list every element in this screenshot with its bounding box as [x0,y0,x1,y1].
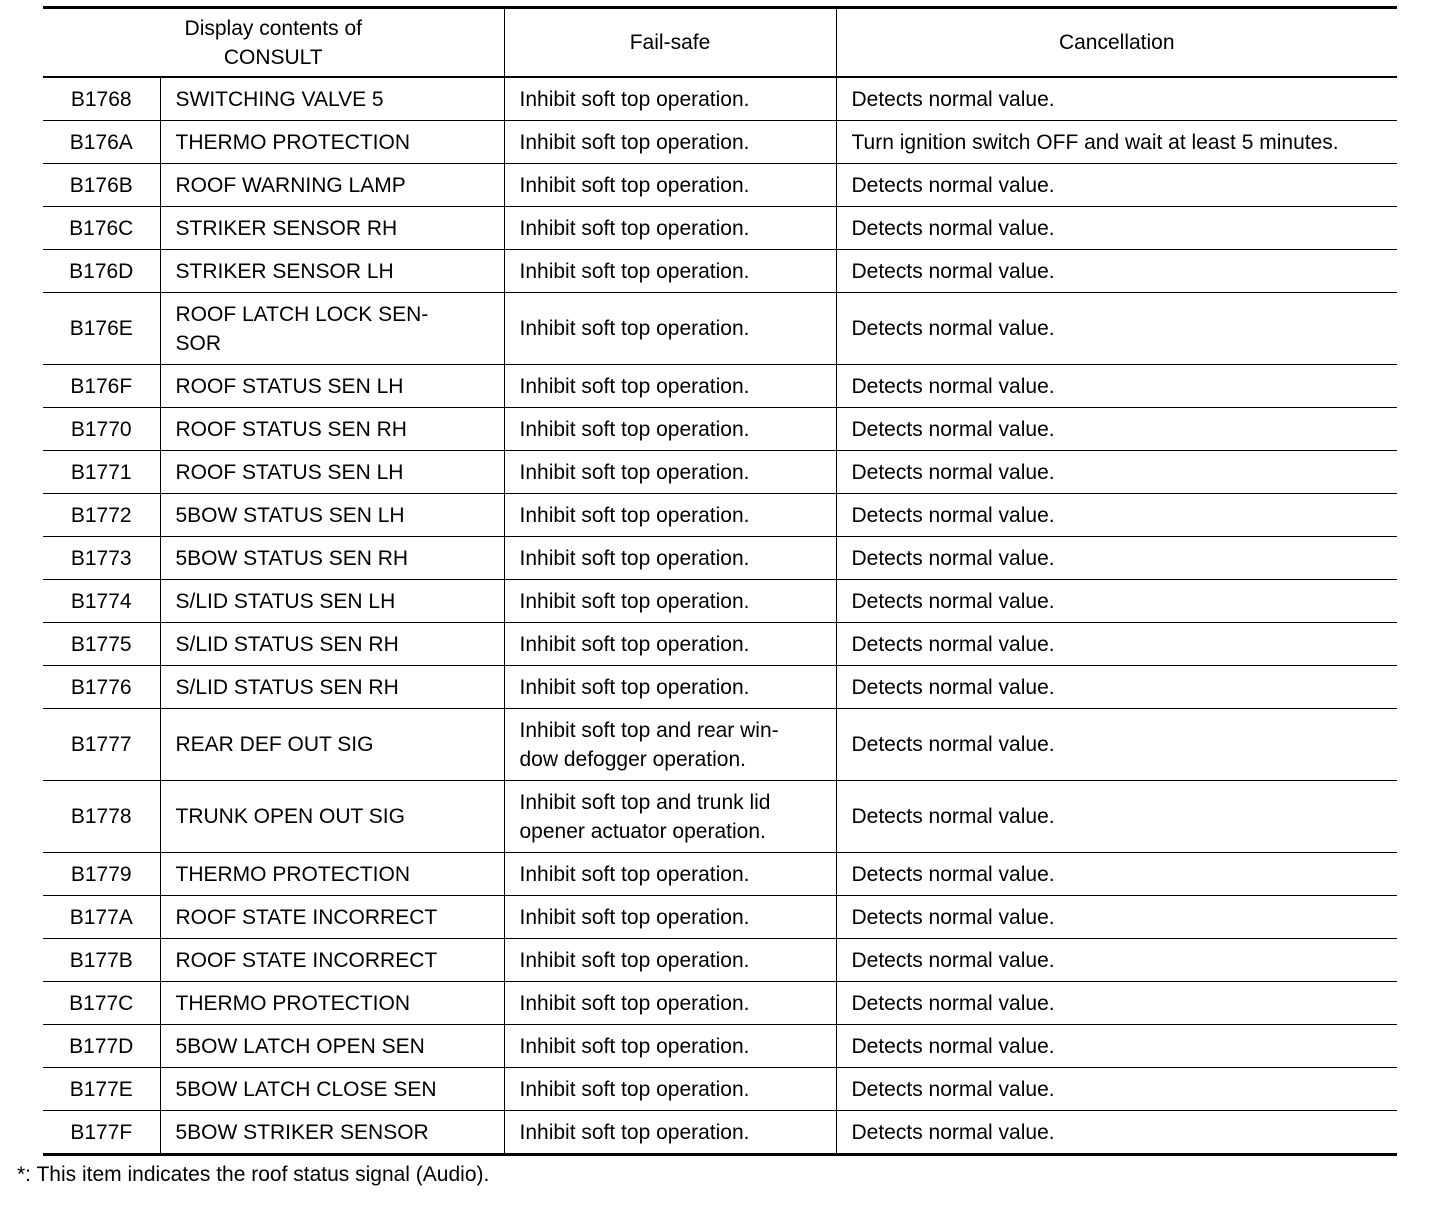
table-row [43,494,1397,537]
display-name-cell: REAR DEF OUT SIG [160,709,504,781]
table-row [43,982,1397,1025]
dtc-code-cell: B177B [43,939,160,982]
display-name-cell: ROOF STATE INCORRECT [160,896,504,939]
display-name-cell: ROOF STATUS SEN LH [160,365,504,408]
display-name-cell: ROOF WARNING LAMP [160,164,504,207]
dtc-code-cell: B176E [43,293,160,365]
display-name-cell: S/LID STATUS SEN LH [160,580,504,623]
cancellation-cell: Detects normal value. [836,1111,1397,1155]
dtc-code-cell: B176A [43,121,160,164]
display-name-cell: THERMO PROTECTION [160,853,504,896]
display-name-cell: 5BOW STRIKER SENSOR [160,1111,504,1155]
dtc-code-cell: B1776 [43,666,160,709]
fail-safe-cell: Inhibit soft top operation. [504,580,836,623]
fail-safe-cell: Inhibit soft top operation. [504,1025,836,1068]
display-name-cell: THERMO PROTECTION [160,982,504,1025]
table-row [43,709,1397,781]
table-row [43,121,1397,164]
cancellation-cell: Detects normal value. [836,1025,1397,1068]
table-row [43,666,1397,709]
dtc-code-cell: B1777 [43,709,160,781]
table-row [43,580,1397,623]
display-name-cell: THERMO PROTECTION [160,121,504,164]
header-display-contents-line2: CONSULT [223,45,323,69]
table-row [43,1068,1397,1111]
display-name-cell: 5BOW LATCH CLOSE SEN [160,1068,504,1111]
cancellation-cell: Detects normal value. [836,293,1397,365]
display-name-cell: 5BOW LATCH OPEN SEN [160,1025,504,1068]
cancellation-cell: Detects normal value. [836,365,1397,408]
fail-safe-cell: Inhibit soft top operation. [504,623,836,666]
cancellation-cell: Detects normal value. [836,853,1397,896]
table-row [43,939,1397,982]
cancellation-cell: Detects normal value. [836,207,1397,250]
fail-safe-cell: Inhibit soft top operation. [504,1111,836,1155]
dtc-code-cell: B1771 [43,451,160,494]
cancellation-cell: Detects normal value. [836,164,1397,207]
table-row [43,781,1397,853]
fail-safe-cell: Inhibit soft top operation. [504,537,836,580]
fail-safe-cell: Inhibit soft top operation. [504,939,836,982]
dtc-code-cell: B176D [43,250,160,293]
display-name-cell: STRIKER SENSOR RH [160,207,504,250]
display-name-cell: ROOF STATE INCORRECT [160,939,504,982]
fail-safe-cell: Inhibit soft top operation. [504,408,836,451]
display-name-cell: ROOF STATUS SEN RH [160,408,504,451]
display-name-cell: TRUNK OPEN OUT SIG [160,781,504,853]
fail-safe-cell: Inhibit soft top operation. [504,666,836,709]
table-row [43,1025,1397,1068]
table-row [43,408,1397,451]
table-body [43,77,1397,1155]
dtc-code-cell: B1768 [43,77,160,121]
fail-safe-cell: Inhibit soft top operation. [504,250,836,293]
display-name-cell: S/LID STATUS SEN RH [160,666,504,709]
table-row [43,77,1397,121]
cancellation-cell: Detects normal value. [836,666,1397,709]
fail-safe-cell: Inhibit soft top and rear win- dow defogger operation. [504,709,836,781]
dtc-code-cell: B1778 [43,781,160,853]
table-row [43,365,1397,408]
cancellation-cell: Detects normal value. [836,781,1397,853]
display-name-cell: S/LID STATUS SEN RH [160,623,504,666]
fail-safe-cell: Inhibit soft top operation. [504,121,836,164]
fail-safe-cell: Inhibit soft top operation. [504,77,836,121]
fail-safe-cell: Inhibit soft top operation. [504,494,836,537]
footnote: *: This item indicates the roof status signal (Audio). [17,1163,490,1186]
dtc-code-cell: B177D [43,1025,160,1068]
table-row [43,623,1397,666]
dtc-code-cell: B1773 [43,537,160,580]
dtc-code-cell: B1774 [43,580,160,623]
fail-safe-cell: Inhibit soft top operation. [504,365,836,408]
cancellation-cell: Detects normal value. [836,623,1397,666]
fail-safe-cell: Inhibit soft top operation. [504,982,836,1025]
header-fail-safe: Fail-safe [504,8,836,78]
table-row [43,537,1397,580]
cancellation-cell: Detects normal value. [836,939,1397,982]
fail-safe-cell: Inhibit soft top operation. [504,293,836,365]
table-row [43,207,1397,250]
dtc-code-cell: B176F [43,365,160,408]
dtc-code-cell: B1775 [43,623,160,666]
table-row [43,293,1397,365]
header-cancellation: Cancellation [836,8,1397,78]
display-name-cell: ROOF LATCH LOCK SEN- SOR [160,293,504,365]
table-header-row [43,8,1397,78]
fail-safe-cell: Inhibit soft top operation. [504,451,836,494]
cancellation-cell: Detects normal value. [836,537,1397,580]
cancellation-cell: Detects normal value. [836,451,1397,494]
fail-safe-cell: Inhibit soft top operation. [504,207,836,250]
table-row [43,164,1397,207]
dtc-code-cell: B1779 [43,853,160,896]
cancellation-cell: Detects normal value. [836,494,1397,537]
fail-safe-cell: Inhibit soft top operation. [504,1068,836,1111]
display-name-cell: SWITCHING VALVE 5 [160,77,504,121]
fail-safe-cell: Inhibit soft top operation. [504,164,836,207]
fail-safe-cell: Inhibit soft top operation. [504,896,836,939]
fail-safe-table [43,6,1397,1156]
cancellation-cell: Detects normal value. [836,250,1397,293]
table-row [43,451,1397,494]
display-name-cell: 5BOW STATUS SEN RH [160,537,504,580]
dtc-code-cell: B177F [43,1111,160,1155]
cancellation-cell: Turn ignition switch OFF and wait at least 5 minutes. [836,121,1397,164]
fail-safe-cell: Inhibit soft top operation. [504,853,836,896]
header-display-contents [43,8,504,78]
dtc-code-cell: B177C [43,982,160,1025]
dtc-code-cell: B177E [43,1068,160,1111]
dtc-code-cell: B176C [43,207,160,250]
dtc-code-cell: B176B [43,164,160,207]
header-display-contents-line1: Display contents of [184,16,362,40]
cancellation-cell: Detects normal value. [836,580,1397,623]
cancellation-cell: Detects normal value. [836,77,1397,121]
dtc-code-cell: B177A [43,896,160,939]
cancellation-cell: Detects normal value. [836,709,1397,781]
cancellation-cell: Detects normal value. [836,408,1397,451]
display-name-cell: STRIKER SENSOR LH [160,250,504,293]
cancellation-cell: Detects normal value. [836,896,1397,939]
display-name-cell: ROOF STATUS SEN LH [160,451,504,494]
display-name-cell: 5BOW STATUS SEN LH [160,494,504,537]
fail-safe-cell: Inhibit soft top and trunk lid opener actuator operation. [504,781,836,853]
table-row [43,250,1397,293]
table-row [43,853,1397,896]
table-row [43,1111,1397,1155]
cancellation-cell: Detects normal value. [836,1068,1397,1111]
table-row [43,896,1397,939]
dtc-code-cell: B1770 [43,408,160,451]
cancellation-cell: Detects normal value. [836,982,1397,1025]
dtc-code-cell: B1772 [43,494,160,537]
